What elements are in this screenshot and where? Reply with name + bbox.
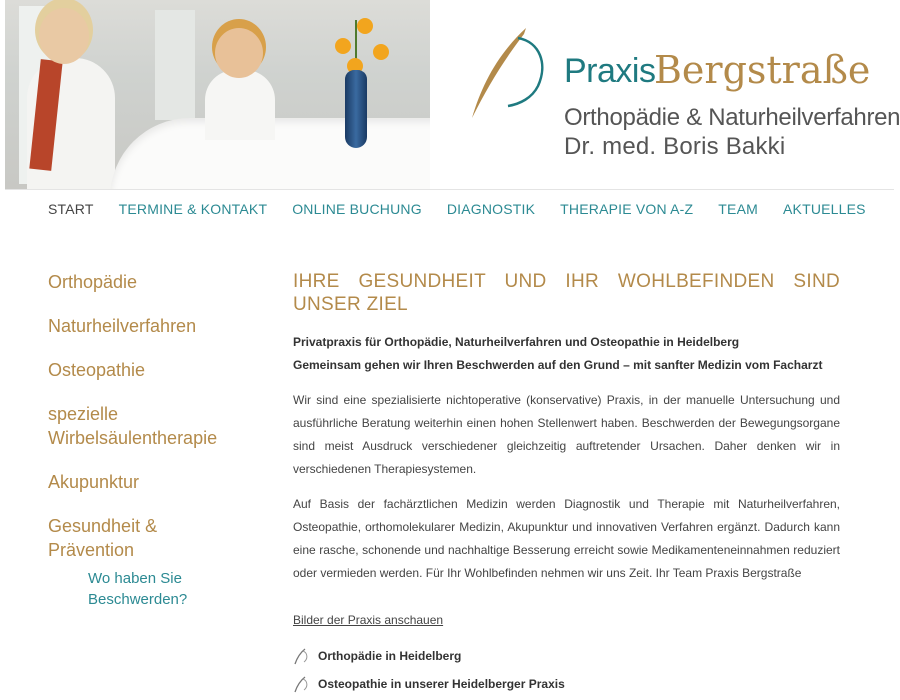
- brand-praxis: Praxis: [564, 52, 656, 90]
- nav-item-aktuelles[interactable]: AKTUELLES: [783, 201, 866, 217]
- nav-item-online-buchung[interactable]: ONLINE BUCHUNG: [292, 201, 422, 217]
- sidebar-item-naturheilverfahren[interactable]: Naturheilverfahren: [48, 316, 197, 336]
- paragraph-2: Auf Basis der fachärztlichen Medizin werden Diagnostik und Therapie mit Naturheilverfahren, Osteopathie, orthomolekularer Medizin, Akupunktur und innovativen Verfahren ergänzt. Dadurch kann eine rasche, schonende und nachhaltige Besserung erreicht sowie Medikamenteneinnahmen reduziert oder vermieden werden. Für Ihr Wohlbefinden nehmen wir uns Zeit. Ihr Team Praxis Bergstraße: [293, 497, 840, 580]
- sidebar-nav: [48, 270, 248, 610]
- intro: [293, 331, 840, 377]
- link-list: [293, 642, 840, 698]
- link-orthopaedie-heidelberg[interactable]: [293, 642, 840, 670]
- swoosh-arrow-icon: [293, 675, 311, 693]
- header-divider: [5, 189, 894, 190]
- sidebar-item-wirbelsaeulentherapie[interactable]: spezielle Wirbelsäulentherapie: [48, 404, 218, 448]
- gallery-link[interactable]: Bilder der Praxis anschauen: [293, 613, 444, 627]
- main-content: [293, 270, 840, 698]
- swoosh-arrow-icon: [293, 647, 311, 665]
- intro-line-2: Gemeinsam gehen wir Ihren Beschwerden auf den Grund – mit sanfter Medizin vom Facharzt: [293, 358, 823, 372]
- link-label: Orthopädie in Heidelberg: [318, 649, 462, 663]
- paragraph-1: Wir sind eine spezialisierte nichtoperative (konservative) Praxis, in der manuelle Untersuchung und ausführliche Beratung weiterhin einen hohen Stellenwert haben. Beschwerden der Bewegungsorgane sind meist Ausdruck verschiedener gleichzeitig auftretender Ursachen. Daher denken wir in verschiedenen Therapiesystemen.: [293, 393, 840, 476]
- sidebar-item-akupunktur[interactable]: Akupunktur: [48, 472, 140, 492]
- sidebar-item-praevention[interactable]: Gesundheit & Prävention: [48, 516, 158, 560]
- nav-item-therapie[interactable]: THERAPIE VON A-Z: [560, 201, 694, 217]
- sidebar-item-orthopaedie[interactable]: Orthopädie: [48, 272, 138, 292]
- nav-item-diagnostik[interactable]: DIAGNOSTIK: [446, 201, 536, 217]
- nav-item-team[interactable]: TEAM: [718, 201, 758, 217]
- link-osteopathie-praxis[interactable]: [293, 670, 840, 698]
- nav-item-start[interactable]: START: [48, 201, 94, 217]
- brand-subtitle: Orthopädie & Naturheilverfahren: [564, 104, 900, 131]
- sidebar-subitem-beschwerden[interactable]: Wo haben Sie Beschwerden?: [88, 570, 188, 608]
- brand-doctor: Dr. med. Boris Bakki: [564, 133, 786, 160]
- intro-line-1: Privatpraxis für Orthopädie, Naturheilverfahren und Osteopathie in Heidelberg: [293, 335, 740, 349]
- link-label: Osteopathie in unserer Heidelberger Praxis: [318, 677, 565, 691]
- site-logo[interactable]: [468, 24, 900, 174]
- page-title: IHRE GESUNDHEIT UND IHR WOHLBEFINDEN SIND UNSER ZIEL: [293, 271, 840, 315]
- sidebar-item-osteopathie[interactable]: Osteopathie: [48, 360, 146, 380]
- brand-name: Bergstraße: [654, 48, 871, 92]
- header-photo: [5, 0, 430, 189]
- main-nav: [48, 201, 866, 217]
- swoosh-logo-icon: [468, 24, 558, 124]
- nav-item-termine-kontakt[interactable]: TERMINE & KONTAKT: [118, 201, 268, 217]
